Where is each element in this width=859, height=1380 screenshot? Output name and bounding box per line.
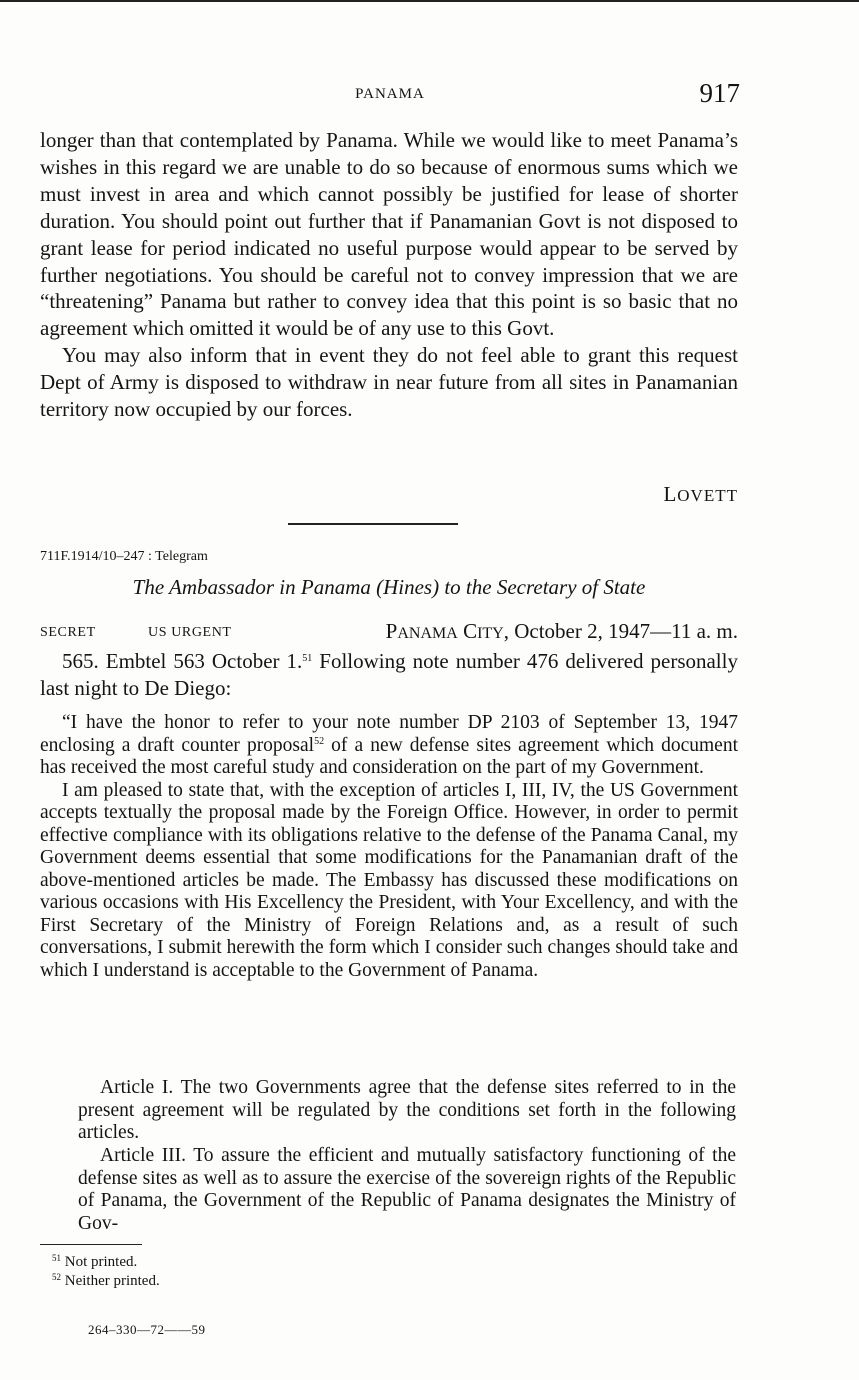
signature bbox=[663, 482, 738, 507]
dateline bbox=[40, 619, 738, 647]
paragraph: You may also inform that in event they do not feel able to grant this request Dept of Army is disposed to withdraw in near future from all sites in Panamanian territory now occupied by our forces. bbox=[40, 343, 738, 422]
paragraph: Article III. To assure the efficient and mutually satisfactory functioning of the defense sites as well as to assure the exercise of the sovereign rights of the Republic of Panama, the Government of the Republic of Panama designates the Ministry of Gov- bbox=[78, 1145, 736, 1234]
footnote-divider bbox=[40, 1244, 142, 1245]
running-head-title: PANAMA bbox=[355, 86, 425, 102]
article-i bbox=[78, 1077, 736, 1145]
paragraph: Article I. The two Governments agree that the defense sites referred to in the present agreement will be regulated by the conditions set forth in the following articles. bbox=[78, 1077, 736, 1143]
page-number: 917 bbox=[699, 78, 740, 108]
paragraph: “I have the honor to refer to your note number DP 2103 of September 13, 1947 enclosing a draft counter proposal$^{52}$ of a new defense sites agreement which document has received the most careful study and consideration on the part of my Government. bbox=[40, 712, 739, 778]
footnote-ref: 51 bbox=[302, 653, 313, 664]
telegram-intro bbox=[40, 648, 738, 702]
print-code: 264–330—72——59 bbox=[88, 1322, 206, 1337]
file-number: 711F.1914/10–247 : Telegram bbox=[40, 549, 208, 564]
section-divider bbox=[288, 523, 458, 525]
footnote-ref: 52 bbox=[314, 735, 325, 747]
quoted-note bbox=[40, 712, 738, 982]
classification: SECRET bbox=[40, 625, 96, 640]
paragraph: 565. Embtel 563 October 1.51 Following note number 476 delivered personally last night to De Diego: bbox=[40, 649, 738, 700]
article-iii bbox=[78, 1145, 736, 1235]
running-head bbox=[40, 78, 740, 112]
footnote: $^{52}$ Neither printed. bbox=[52, 1272, 160, 1289]
page-top-edge bbox=[0, 0, 859, 2]
precedence: US URGENT bbox=[148, 625, 232, 640]
signature-initial: L bbox=[663, 482, 678, 506]
paragraph: I am pleased to state that, with the exception of articles I, III, IV, the US Government accepts textually the proposal made by the Foreign Office. However, in order to permit effective compliance with its obligations relative to the defense of the Panama Canal, my Government deems essential that some modifications for the Panamanian draft of the above-mentioned articles be made. The Embassy has discussed these modifications on various occasions with His Excellency the President, with Your Excellency, and with the First Secretary of the Ministry of Foreign Relations and, as a result of such conversations, I submit herewith the form which I consider such changes should take and which I understand is acceptable to the Government of Panama. bbox=[40, 779, 738, 981]
signature-rest: OVETT bbox=[677, 486, 738, 505]
footnote: $^{51}$ Not printed. bbox=[52, 1253, 138, 1270]
paragraph: longer than that contemplated by Panama. While we would like to meet Panama’s wishes in this regard we are unable to do so because of enormous sums which we must invest in area and which cannot possibly be justified for lease of shorter duration. You should point out further that if Panamanian Govt is not disposed to grant lease for period indicated no useful purpose would appear to be served by further negotiations. You should be careful not to convey impression that we are “threatening” Panama but rather to convey idea that this point is so basic that no agreement which omitted it would be of any use to this Govt. bbox=[40, 128, 738, 341]
previous-document-text bbox=[40, 127, 738, 423]
place-date: PANAMA CITY, October 2, 1947—11 a. m. bbox=[385, 619, 738, 643]
document-heading: The Ambassador in Panama (Hines) to the Secretary of State bbox=[132, 575, 646, 599]
